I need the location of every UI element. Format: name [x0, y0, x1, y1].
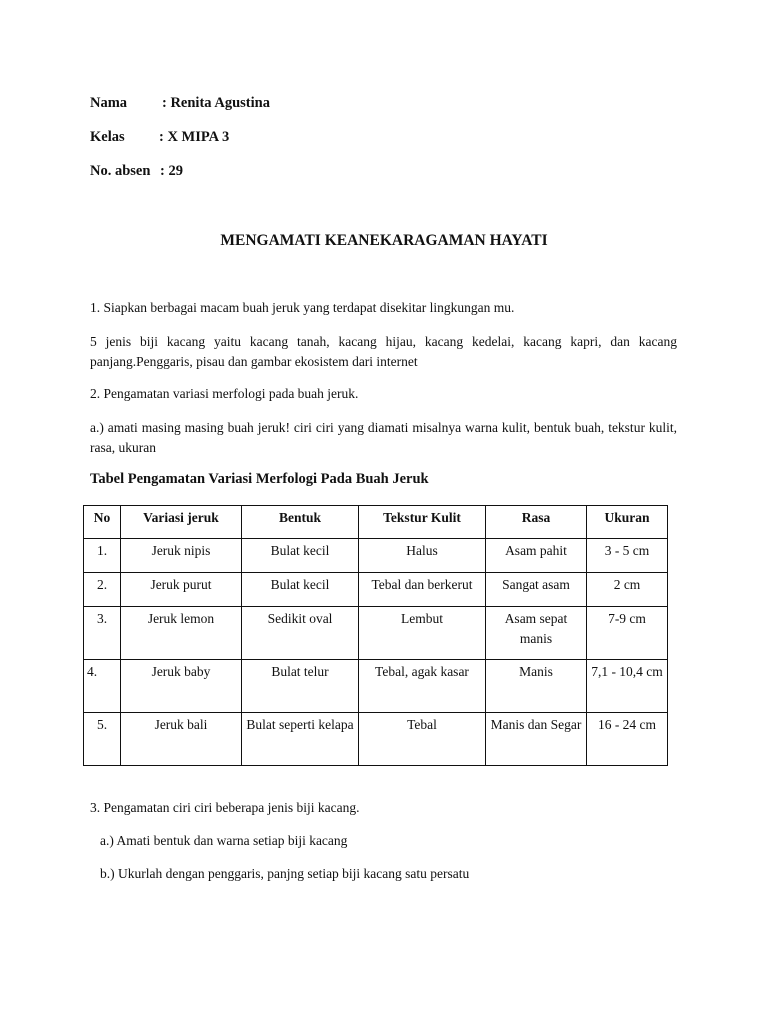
page-title: MENGAMATI KEANEKARAGAMAN HAYATI	[220, 232, 548, 249]
table-cell: 3.	[84, 607, 121, 660]
table-cell: Jeruk nipis	[121, 539, 242, 573]
paragraph-1: 1. Siapkan berbagai macam buah jeruk yang terdapat disekitar lingkungan mu.	[90, 300, 515, 315]
header-cell-rasa: Rasa	[486, 506, 587, 539]
section-3-item-a: a.) Amati bentuk dan warna setiap biji kacang	[100, 833, 348, 848]
table-row	[84, 607, 668, 660]
table-cell: 4.	[84, 660, 121, 713]
table-row	[84, 573, 668, 607]
absen-label: No. absen	[90, 163, 151, 179]
observation-table	[83, 505, 668, 766]
table-cell: 1.	[84, 539, 121, 573]
paragraph-3: 2. Pengamatan variasi merfologi pada buah jeruk.	[90, 386, 359, 401]
header-cell-ukuran: Ukuran	[587, 506, 668, 539]
header-cell-tekstur: Tekstur Kulit	[359, 506, 486, 539]
table-cell: Asam pahit	[486, 539, 587, 573]
table-cell: Jeruk lemon	[121, 607, 242, 660]
table-cell: 2.	[84, 573, 121, 607]
paragraph-4: a.) amati masing masing buah jeruk! ciri ciri yang diamati misalnya warna kulit, bentuk buah, tekstur kulit, rasa, ukuran	[90, 420, 677, 455]
table-cell: Jeruk purut	[121, 573, 242, 607]
table-cell: Asam sepat manis	[486, 607, 587, 660]
kelas-label: Kelas	[90, 129, 125, 145]
header-cell-variasi: Variasi jeruk	[121, 506, 242, 539]
table-cell: 16 - 24 cm	[587, 713, 668, 766]
table-row	[84, 660, 668, 713]
table-header-row	[84, 506, 668, 539]
kelas-line	[90, 129, 229, 146]
section-3-heading: 3. Pengamatan ciri ciri beberapa jenis biji kacang.	[90, 800, 360, 815]
header-cell-bentuk: Bentuk	[242, 506, 359, 539]
table-cell: Bulat telur	[242, 660, 359, 713]
table-row	[84, 713, 668, 766]
table-cell: Lembut	[359, 607, 486, 660]
paragraph-2: 5 jenis biji kacang yaitu kacang tanah, kacang hijau, kacang kedelai, kacang kapri, dan kacang panjang.Penggaris, pisau dan gambar ekosistem dari internet	[90, 334, 677, 369]
table-cell: 7,1 - 10,4 cm	[587, 660, 668, 713]
table-cell: 2 cm	[587, 573, 668, 607]
table-cell: Manis dan Segar	[486, 713, 587, 766]
table-cell: Bulat kecil	[242, 573, 359, 607]
table-cell: Jeruk bali	[121, 713, 242, 766]
table-cell: Sangat asam	[486, 573, 587, 607]
table-cell: Halus	[359, 539, 486, 573]
kelas-value: : X MIPA 3	[159, 129, 230, 145]
table-cell: Bulat kecil	[242, 539, 359, 573]
absen-line	[90, 163, 183, 180]
nama-line	[90, 95, 270, 112]
nama-value: : Renita Agustina	[162, 95, 270, 111]
table-cell: 5.	[84, 713, 121, 766]
table-cell: Bulat seperti kelapa	[242, 713, 359, 766]
table-caption: Tabel Pengamatan Variasi Merfologi Pada Buah Jeruk	[90, 471, 429, 487]
table-cell: 7-9 cm	[587, 607, 668, 660]
table-cell: Manis	[486, 660, 587, 713]
table-cell: 3 - 5 cm	[587, 539, 668, 573]
table-cell: Tebal	[359, 713, 486, 766]
table-cell: Sedikit oval	[242, 607, 359, 660]
header-cell-no: No	[84, 506, 121, 539]
table-cell: Tebal, agak kasar	[359, 660, 486, 713]
table-cell: Jeruk baby	[121, 660, 242, 713]
table-row	[84, 539, 668, 573]
absen-value: : 29	[160, 163, 183, 179]
nama-label: Nama	[90, 95, 128, 111]
section-3-item-b: b.) Ukurlah dengan penggaris, panjng setiap biji kacang satu persatu	[100, 866, 470, 881]
table-cell: Tebal dan berkerut	[359, 573, 486, 607]
